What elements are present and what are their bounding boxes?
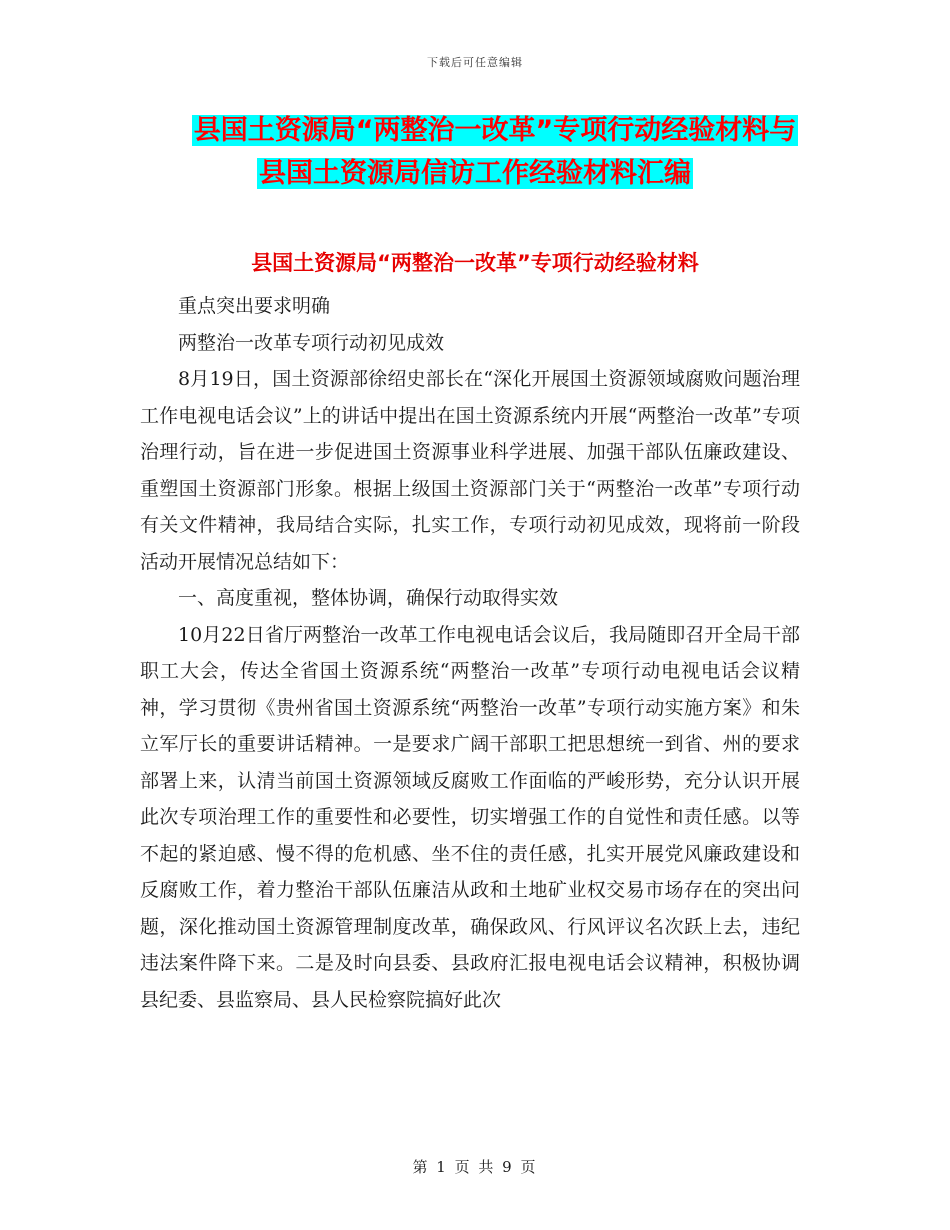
document-title-line-2 [0,153,950,195]
document-title-line-1 [0,110,950,152]
paragraph: 一、高度重视，整体协调，确保行动取得实效 [178,587,559,609]
page-footer: 第 1 页 共 9 页 [412,1158,538,1176]
paragraph: 两整治一改革专项行动初见成效 [178,331,445,354]
paragraph: 8月19日，国土资源部徐绍史部长在“深化开展国土资源领域腐败问题治理工作电视电话会议”上的讲话中提出在国土资源系统内开展“两整治一改革”专项治理行动，旨在进一步促进国土资源事业科学进展、加强干部队伍廉政建设、重塑国土资源部门形象。根据上级国土资源部门关于“两整治一改革”专项行动有关文件精神，我局结合实际，扎实工作，专项行动初见成效，现将前一阶段活动开展情况总结如下： [140,368,800,573]
section-title: 县国土资源局“两整治一改革”专项行动经验材料 [251,251,699,275]
header-note: 下载后可任意编辑 [427,56,523,69]
title-highlight-1: 县国土资源局“两整治一改革”专项行动经验材料与 [193,115,797,146]
document-body [140,288,800,1018]
title-highlight-2: 县国土资源局信访工作经验材料汇编 [259,158,691,189]
paragraph: 重点突出要求明确 [178,295,331,317]
paragraph: 10月22日省厅两整治一改革工作电视电话会议后，我局随即召开全局干部职工大会，传达全省国土资源系统“两整治一改革”专项行动电视电话会议精神，学习贯彻《贵州省国土资源系统“两整治一改革”专项行动实施方案》和朱立军厅长的重要讲话精神。一是要求广阔干部职工把思想统一到省、州的要求部署上来，认清当前国土资源领域反腐败工作面临的严峻形势，充分认识开展此次专项治理工作的重要性和必要性，切实增强工作的自觉性和责任感。以等不起的紧迫感、慢不得的危机感、坐不住的责任感，扎实开展党风廉政建设和反腐败工作，着力整治干部队伍廉洁从政和土地矿业权交易市场存在的突出问题，深化推动国土资源管理制度改革，确保政风、行风评议名次跃上去，违纪违法案件降下来。二是及时向县委、县政府汇报电视电话会议精神，积极协调县纪委、县监察局、县人民检察院搞好此次 [140,623,800,1011]
